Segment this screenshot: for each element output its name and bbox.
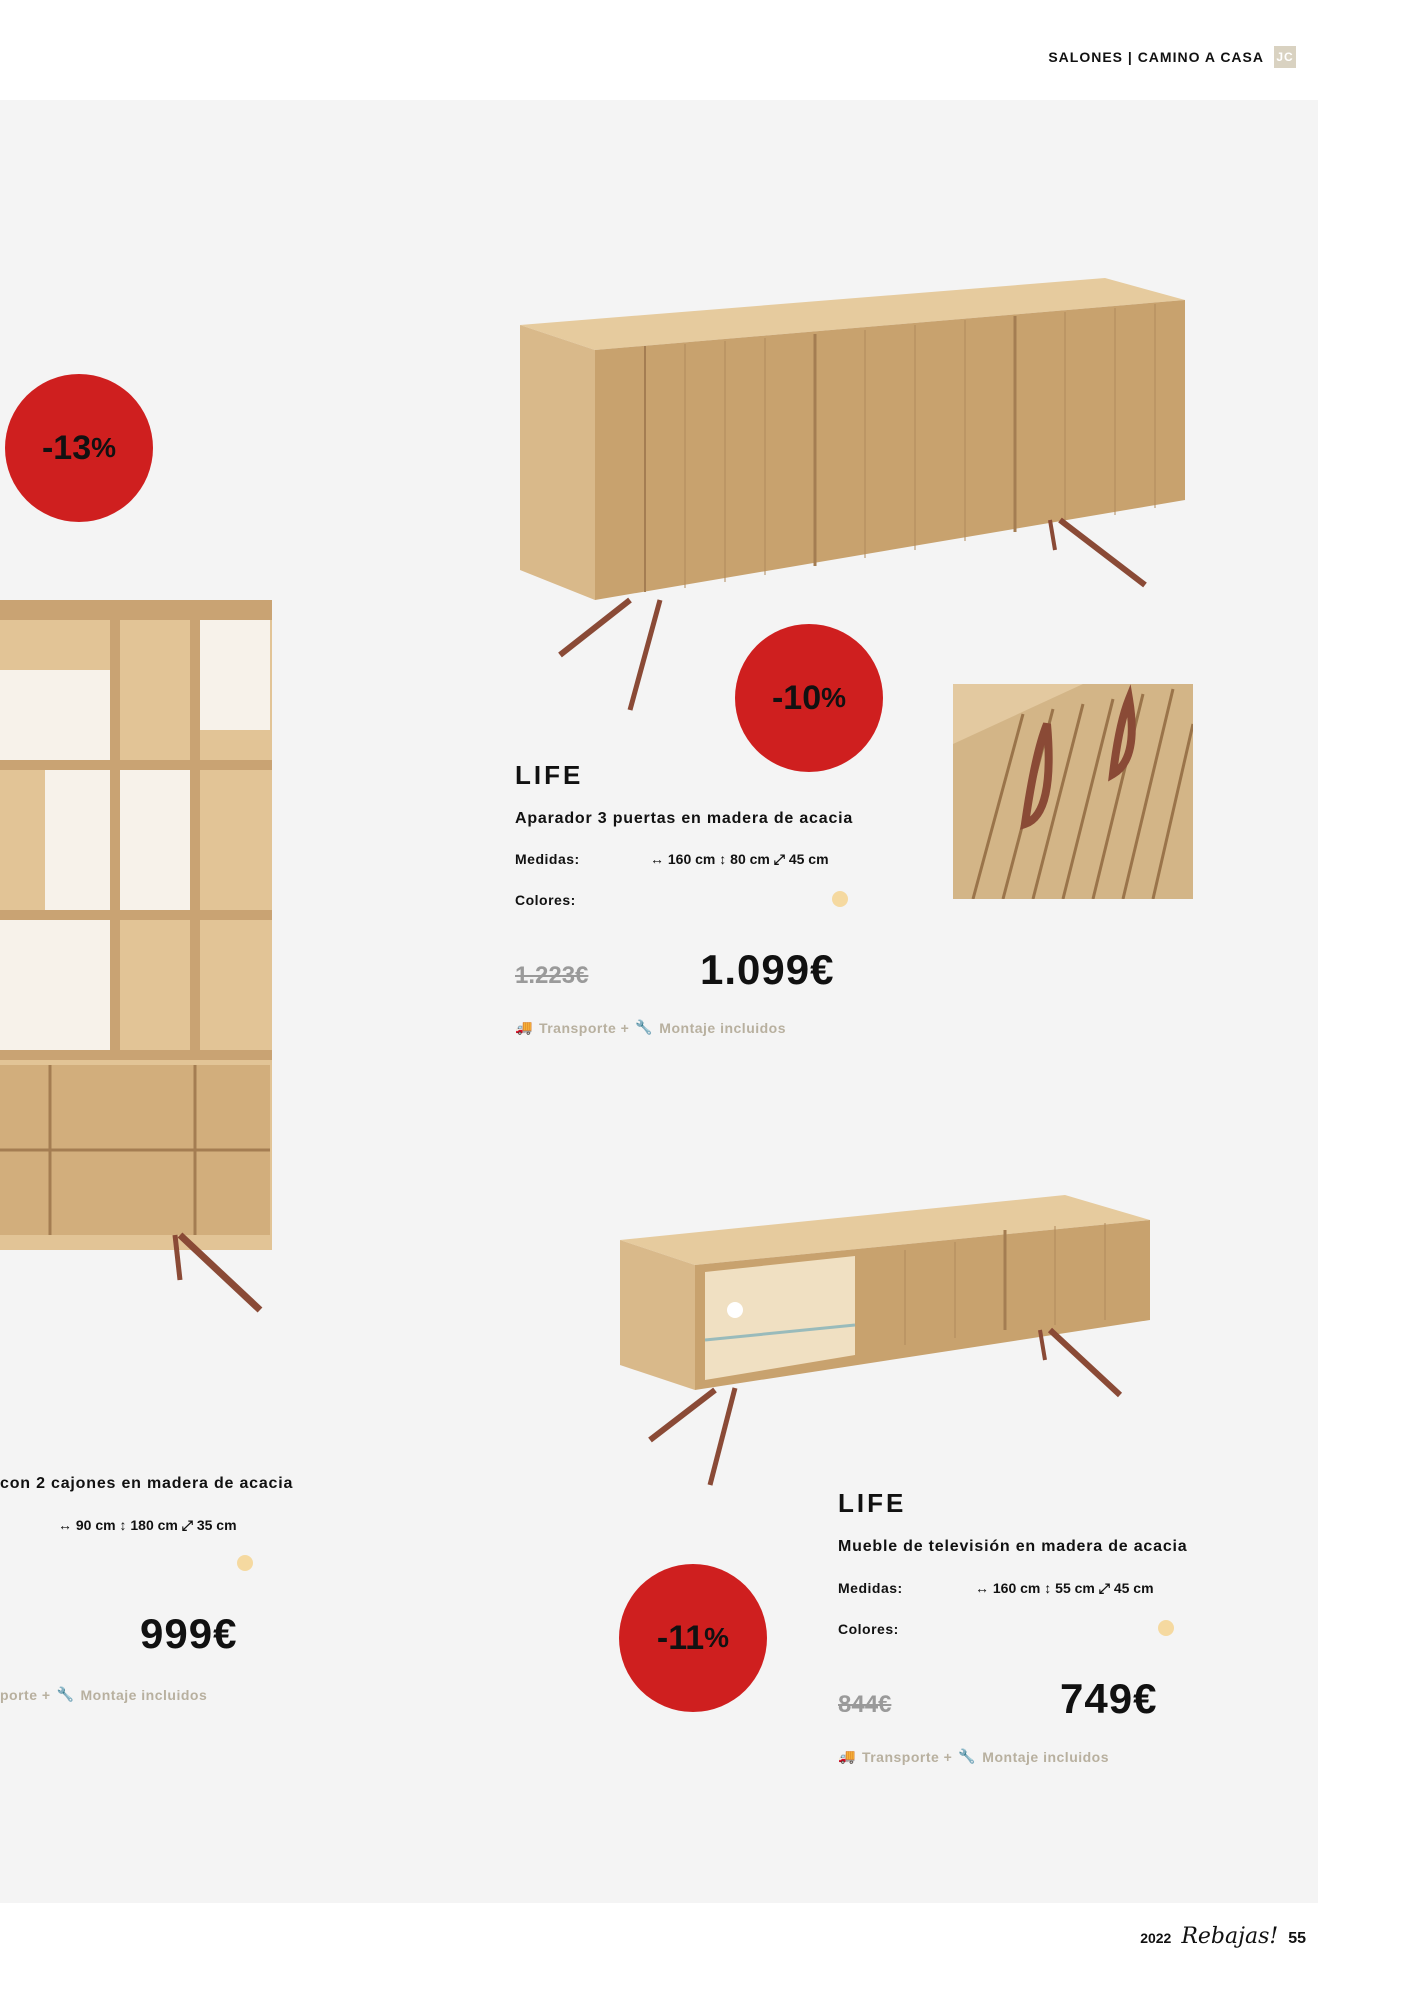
page-header <box>1048 46 1296 68</box>
product-description: Mueble de televisión en madera de acacia <box>838 1538 1188 1555</box>
wrench-icon: 🔧 <box>56 1686 75 1702</box>
truck-icon: 🚚 <box>515 1019 533 1035</box>
discount-badge <box>735 624 883 772</box>
page-number: 55 <box>1288 1930 1306 1947</box>
measures-label: Medidas: <box>515 851 580 867</box>
page-footer <box>1140 1924 1306 1949</box>
footer-year: 2022 <box>1140 1930 1172 1946</box>
transport-text: porte + <box>0 1686 51 1703</box>
colors-label: Colores: <box>515 892 576 908</box>
percent-sign: % <box>821 682 847 713</box>
discount-value: -13 <box>41 428 92 467</box>
product-price: 1.099€ <box>700 946 835 993</box>
wrench-icon: 🔧 <box>958 1748 977 1764</box>
discount-badge <box>619 1564 767 1712</box>
product-price: 999€ <box>140 1610 238 1657</box>
transport-text: Transporte + <box>861 1748 953 1765</box>
discount-badge <box>5 374 153 522</box>
wrench-icon: 🔧 <box>635 1019 654 1035</box>
shelf-image <box>0 590 280 1320</box>
services-info <box>0 1686 207 1703</box>
colors-label: Colores: <box>838 1621 899 1637</box>
old-price: 1.223€ <box>515 962 589 989</box>
product-description: Aparador 3 puertas en madera de acacia <box>515 810 854 827</box>
handle-detail-image <box>953 684 1193 899</box>
assembly-text: Montaje incluidos <box>982 1748 1110 1765</box>
footer-brand: Rebajas! <box>1181 1924 1279 1949</box>
color-swatch <box>237 1555 253 1571</box>
color-swatch <box>1158 1620 1174 1636</box>
measures-value: ↔ 160 cm ↕ 80 cm ⤢ 45 cm <box>650 851 829 867</box>
assembly-text: Montaje incluidos <box>80 1686 208 1703</box>
product-title: LIFE <box>515 760 584 790</box>
percent-sign: % <box>91 432 117 463</box>
section-breadcrumb: SALONES | CAMINO A CASA <box>1048 49 1264 65</box>
services-info <box>838 1748 1109 1765</box>
color-swatch <box>832 891 848 907</box>
discount-value: -11 <box>656 1618 705 1657</box>
tv-unit-image <box>615 1190 1155 1490</box>
measures-value: ↔ 90 cm ↕ 180 cm ⤢ 35 cm <box>58 1517 237 1533</box>
brand-logo-icon: JC <box>1274 46 1296 68</box>
transport-text: Transporte + <box>538 1019 630 1036</box>
measures-value: ↔ 160 cm ↕ 55 cm ⤢ 45 cm <box>975 1580 1154 1596</box>
product-description: con 2 cajones en madera de acacia <box>0 1475 294 1492</box>
assembly-text: Montaje incluidos <box>659 1019 787 1036</box>
measures-label: Medidas: <box>838 1580 903 1596</box>
services-info <box>515 1019 786 1036</box>
discount-value: -10 <box>771 678 822 717</box>
truck-icon: 🚚 <box>838 1748 856 1764</box>
product-price: 749€ <box>1060 1675 1158 1722</box>
old-price: 844€ <box>838 1691 892 1718</box>
product-title: LIFE <box>838 1488 907 1518</box>
percent-sign: % <box>704 1622 730 1653</box>
